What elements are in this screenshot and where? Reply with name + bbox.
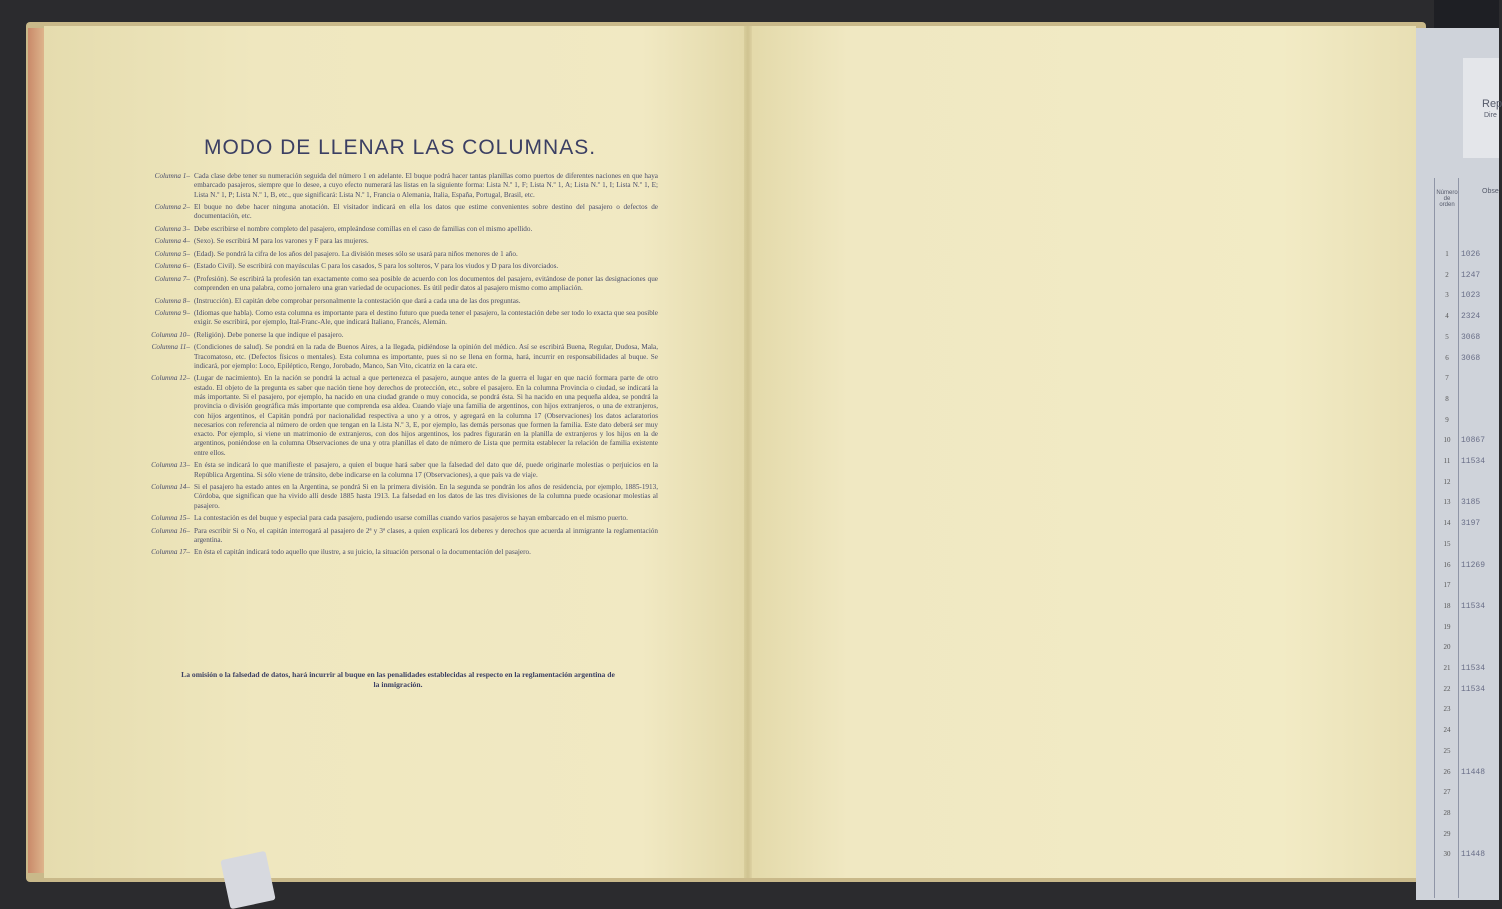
form-row-number: 15: [1443, 539, 1451, 548]
form-row-number: 21: [1443, 664, 1451, 672]
instruction-text: (Lugar de nacimiento). En la nación se pondrá la actual a que pertenezca el pasajero, aunque antes de la guerra el lugar en que nació formara parte de otro estado. El objeto de la pregunta es saber que nación tiene hoy derechos de protección, etc., sobre el pasajero. En la columna Provincia o ciudad, se indicará la más importante. Si el pasajero, por ejemplo, ha nacido en una ciudad grande o muy conocida, se pondrá ésta. Si ha nacido en una pequeña aldea, se pondrá la provincia o división geográfica más importante que comprenda esa aldea. Cuando viaje una familia de argentinos, con hijos extranjeros, o una de extranjeros, con hijos argentinos, el Capitán pondrá por nacionalidad respectiva a uno y a otros, y agregará en la columna 17 (Observaciones) los datos aclaratorios necesarios con referencia al número de orden que tengan en la Lista N.º 3, E, por ejemplo, las demás personas que formen la familia. Este dato deberá ser muy exacto. Por ejemplo, si viene un matrimonio de extranjeros, con dos hijos argentinos, los padres figurarán en la planilla de extranjeros y los hijos en la de argentinos, poniéndose en la columna Observaciones de una y otra planillas el dato de número de Lista que permita establecer la relación de familia existente entre ellos.: [194, 374, 658, 457]
form-row-number: 4: [1445, 312, 1449, 321]
instruction-label: Columna 1–: [154, 172, 190, 180]
form-row-value: 11448: [1461, 767, 1486, 777]
column-header-observaciones: Obse: [1482, 188, 1499, 195]
instruction-label: Columna 12–: [151, 374, 190, 383]
form-row-value: 1247: [1461, 270, 1481, 280]
instruction-row: [138, 483, 658, 511]
instruction-row: [138, 374, 658, 458]
form-row-number: 23: [1443, 705, 1451, 714]
form-row-value: 1026: [1461, 250, 1481, 259]
instruction-label: Columna 9–: [154, 309, 190, 318]
instruction-text: El buque no debe hacer ninguna anotación. El visitador indicará en ella los datos que estime convenientes sobre destino del pasajero o defectos de documentación, etc.: [194, 203, 658, 221]
form-row-number: 20: [1443, 643, 1451, 652]
form-row-number: 2: [1445, 270, 1449, 279]
form-row-number: 11: [1443, 457, 1451, 465]
form-row-value: 11448: [1461, 850, 1486, 860]
form-row-number: 28: [1443, 808, 1451, 817]
form-row-value: 11534: [1461, 664, 1486, 673]
instruction-label: Columna 4–: [154, 237, 190, 246]
form-header-text: Rep: [1482, 98, 1502, 110]
instruction-text: Si el pasajero ha estado antes en la Argentina, se pondrá Si en la primera división. En la segunda se pondrán los años de residencia, por ejemplo, 1885-1913, Córdoba, que significan que ha vivido allí desde 1885 hasta 1913. La falsedad en los datos de las tres divisiones de la columna puede ocasionar molestias al pasajero.: [194, 483, 658, 510]
form-row-value: 11534: [1461, 601, 1486, 611]
form-row-number: 26: [1443, 767, 1451, 776]
page-gutter: [744, 26, 752, 878]
page-title: MODO DE LLENAR LAS COLUMNAS.: [203, 136, 597, 159]
instruction-label: Columna 15–: [151, 514, 190, 523]
instruction-text: La contestación es del buque y especial para cada pasajero, pudiendo usarse comillas cuando varios pasajeros se hayan embarcado en el mismo puerto.: [194, 514, 628, 523]
instruction-row: [138, 331, 658, 340]
instruction-text: Debe escribirse el nombre completo del pasajero, empleándose comillas en el caso de familias con el mismo apellido.: [194, 224, 533, 233]
form-row-value: 10867: [1461, 436, 1486, 446]
column-line: [1434, 178, 1435, 898]
instruction-row: [138, 527, 658, 546]
form-row-value: 1023: [1461, 291, 1481, 301]
form-row-number: 13: [1443, 498, 1451, 507]
instruction-label: Columna 7–: [154, 274, 190, 283]
form-row-number: 16: [1443, 560, 1451, 569]
instruction-text: Para escribir Si o No, el capitán interrogará al pasajero de 2ª y 3ª clases, a quien explicará los deberes y derechos que acuerda al inmigrante la reglamentación argentina.: [194, 526, 658, 544]
instruction-row: [138, 225, 658, 234]
footer-note: La omisión o la falsedad de datos, hará incurrir al buque en las penalidades establecidas al respecto en la reglamentación argentina de la inmigración.: [181, 670, 615, 689]
instruction-label: Columna 13–: [151, 461, 190, 470]
right-page: [748, 26, 1416, 878]
instruction-row: [138, 548, 658, 557]
instruction-label: Columna 6–: [154, 262, 190, 271]
instruction-label: Columna 11–: [151, 343, 190, 352]
instruction-label: Columna 3–: [154, 224, 190, 233]
form-row-number: 27: [1443, 788, 1451, 797]
form-row-number: 10: [1443, 436, 1451, 445]
instruction-text: (Sexo). Se escribirá M para los varones y F para las mujeres.: [194, 237, 369, 246]
instruction-row: [138, 297, 658, 306]
form-row-number: 12: [1443, 477, 1451, 486]
instruction-label: Columna 10–: [151, 330, 190, 339]
form-row-number: 5: [1445, 332, 1449, 341]
column-line: [1458, 178, 1459, 898]
instruction-text: Cada clase debe tener su numeración seguida del número 1 en adelante. El buque podrá hacer tantas planillas como puertos de diferentes naciones en que haya embarcado pasajeros, siempre que lo desee, a cuyo efecto numerará las listas en la siguiente forma: Lista N.º 1, F; Lista N.º 1, A; Lista N.º 1, I; Lista N.º 1, E; Lista N.º 1, P; Lista N.º 1, B, etc., que significará: Lista N.º 1, Francia o Alemania, Italia, España, Portugal, Brasil, etc.: [194, 172, 658, 199]
form-row-number: 25: [1443, 746, 1451, 755]
form-page-edge: [1416, 28, 1502, 900]
column-header-number: Número de orden: [1436, 190, 1458, 208]
form-row-value: 3185: [1461, 498, 1481, 508]
form-row-number: 6: [1445, 353, 1449, 362]
instruction-row: [138, 461, 658, 480]
instruction-row: [138, 514, 658, 523]
instruction-row: [138, 237, 658, 246]
form-row-number: 29: [1443, 829, 1451, 838]
instruction-text: En ésta se indicará lo que manifieste el pasajero, a quien el buque hará saber que la falsedad del dato que dé, puede originarle molestias o perjuicios en la República Argentina. Si sólo viene de tránsito, debe indicarse en la columna 17 (Observaciones), a que país va de viaje.: [194, 461, 658, 479]
form-row-value: 3068: [1461, 353, 1481, 363]
form-row-number: 22: [1443, 684, 1451, 693]
form-row-number: 30: [1443, 850, 1451, 859]
instruction-row: [138, 250, 658, 259]
instruction-text: En ésta el capitán indicará todo aquello que ilustre, a su juicio, la situación personal o la documentación del pasajero.: [194, 548, 531, 557]
form-row-value: 11269: [1461, 560, 1486, 570]
form-row-value: 3068: [1461, 332, 1481, 342]
instruction-label: Columna 8–: [154, 296, 190, 305]
form-row-value: 3197: [1461, 519, 1481, 529]
instruction-text: (Instrucción). El capitán debe comprobar personalmente la contestación que dará a cada una de las dos preguntas.: [194, 296, 521, 305]
instruction-label: Columna 2–: [154, 203, 190, 212]
instruction-row: [138, 275, 658, 294]
instruction-text: (Estado Civil). Se escribirá con mayúsculas C para los casados, S para los solteros, V para los viudos y D para los divorciados.: [194, 262, 559, 271]
instruction-row: [138, 262, 658, 271]
instruction-row: [138, 203, 658, 222]
instruction-label: Columna 17–: [151, 548, 190, 557]
instructions-list: [138, 172, 658, 561]
form-row-number: 3: [1445, 291, 1449, 300]
dark-corner: [1434, 0, 1499, 30]
instruction-row: [138, 172, 658, 200]
form-row-value: 11534: [1461, 684, 1486, 694]
instruction-label: Columna 5–: [154, 249, 190, 258]
form-row-number: 24: [1443, 726, 1451, 735]
form-row-number: 18: [1443, 601, 1451, 610]
instruction-text: (Condiciones de salud). Se pondrá en la rada de Buenos Aires, a la llegada, pidiéndose la opinión del médico. Así se escribirá Buena, Regular, Dudosa, Mala, Tracomatoso, etc. (Defectos físicos o mentales). Esta columna es importante, pues si no se llena en forma, hará, incurrir en responsabilidades al buque. Se indicará, por ejemplo: Loco, Epiléptico, Rengo, Jorobado, Manco, San Vito, cicatriz en la cara etc.: [194, 343, 658, 370]
form-row-number: 1: [1445, 250, 1449, 258]
instruction-text: (Edad). Se pondrá la cifra de los años del pasajero. La división meses sólo se usará para niños menores de 1 año.: [194, 249, 518, 258]
instruction-label: Columna 14–: [151, 483, 190, 492]
form-row-value: 11534: [1461, 457, 1486, 466]
form-row-number: 19: [1443, 622, 1451, 631]
instruction-row: [138, 343, 658, 371]
instruction-text: (Religión). Debe ponerse la que indique el pasajero.: [194, 330, 344, 339]
form-row-number: 7: [1445, 374, 1449, 383]
instruction-text: (Profesión). Se escribirá la profesión tan exactamente como sea posible de acuerdo con los documentos del pasajero, evitándose de poner las designaciones que comprenden en una palabra, como jornalero una gran variedad de ocupaciones. Es útil pedir datos al pasajero mismo como ampliación.: [194, 274, 658, 293]
form-row-value: 2324: [1461, 312, 1481, 322]
form-row-number: 14: [1443, 519, 1451, 528]
form-row-number: 9: [1445, 415, 1449, 424]
instruction-text: (Idiomas que habla). Como esta columna es importante para el destino futuro que pueda tener el pasajero, la contestación debe ser todo lo exacta que sea posible exigir. Se escribirá, por ejemplo, Ital-Franc-Ale, que indicará Italiano, Francés, Alemán.: [194, 309, 658, 327]
form-row-number: 17: [1443, 581, 1451, 590]
form-row-number: 8: [1445, 394, 1449, 403]
form-header-subtext: Dire: [1484, 112, 1497, 119]
instruction-label: Columna 16–: [151, 526, 190, 535]
instruction-row: [138, 309, 658, 328]
